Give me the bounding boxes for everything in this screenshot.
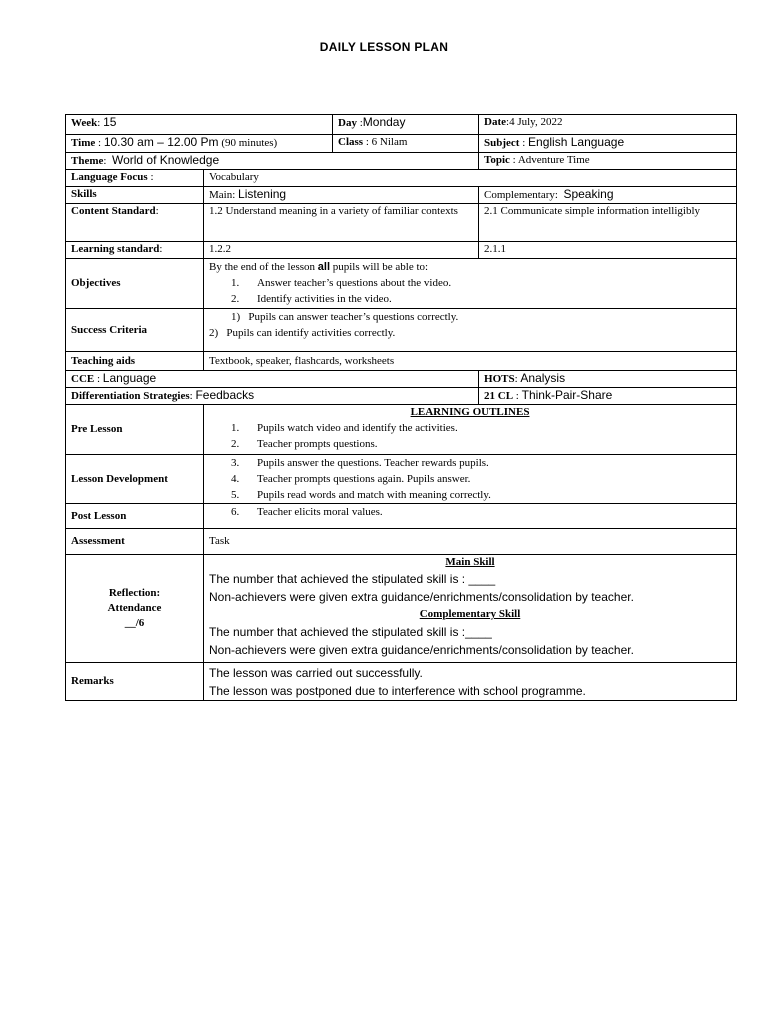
assessment-value: Task — [204, 529, 737, 555]
outline-item: 5. Pupils read words and match with meaning correctly. — [231, 489, 491, 501]
outline-item: 1. Pupils watch video and identify the activities. — [231, 422, 458, 434]
success-criteria-content — [204, 309, 737, 352]
success-criteria-label: Success Criteria — [66, 309, 204, 352]
post-lesson-label: Post Lesson — [66, 504, 204, 529]
row-reflection — [66, 555, 737, 663]
teaching-aids-value: Textbook, speaker, flashcards, worksheets — [204, 352, 737, 371]
day-cell: Day :Monday — [333, 115, 479, 135]
class-cell: Class : 6 Nilam — [333, 135, 479, 153]
cl21-cell: 21 CL : Think-Pair-Share — [479, 388, 737, 405]
skills-main: Main: Listening — [204, 187, 479, 204]
pre-lesson-label: Pre Lesson — [66, 405, 204, 455]
main-skill-heading: Main Skill — [445, 556, 495, 568]
attendance-label: Attendance — [107, 602, 162, 614]
remarks-line1: The lesson was carried out successfully. — [209, 665, 423, 680]
success-item: 2) Pupils can identify activities correctly. — [209, 327, 396, 339]
page-title: DAILY LESSON PLAN — [319, 40, 449, 54]
objectives-content: By the end of the lesson all pupils will be able to: 1. Answer teacher’s questions about the video. 2. Identify activities in the video. — [204, 259, 737, 309]
row-content-standard — [66, 204, 737, 242]
row-theme-topic — [66, 153, 737, 170]
outline-item: 3. Pupils answer the questions. Teacher rewards pupils. — [231, 457, 489, 469]
outline-item: 6. Teacher elicits moral values. — [231, 506, 383, 518]
lesson-plan-table — [65, 114, 737, 701]
objective-item: 2. Identify activities in the video. — [231, 293, 392, 305]
week-cell: Week: 15 — [66, 115, 333, 135]
row-cce-hots — [66, 371, 737, 388]
theme-value: World of Knowledge — [111, 153, 220, 167]
main-skill-line1: The number that achieved the stipulated skill is : ____ — [209, 572, 496, 586]
remarks-label: Remarks — [66, 663, 204, 701]
assessment-label: Assessment — [66, 529, 204, 555]
theme-cell: Theme: World of Knowledge — [66, 153, 479, 170]
row-week-day-date — [66, 115, 737, 135]
objectives-label: Objectives — [66, 259, 204, 309]
skills-comp-value: Speaking — [563, 187, 614, 201]
main-skill-line2: Non-achievers were given extra guidance/enrichments/consolidation by teacher. — [209, 590, 634, 604]
time-note: (90 minutes) — [221, 137, 278, 149]
language-focus-label: Language Focus : — [66, 170, 204, 187]
row-learning-standard — [66, 242, 737, 259]
outline-item: 4. Teacher prompts questions again. Pupils answer. — [231, 473, 471, 485]
row-teaching-aids — [66, 352, 737, 371]
week-value: 15 — [103, 115, 117, 129]
success-item: 1) Pupils can answer teacher’s questions correctly. — [231, 311, 459, 323]
subject-cell: Subject : English Language — [479, 135, 737, 153]
differentiation-value: Feedbacks — [195, 388, 255, 402]
content-standard-comp: 2.1 Communicate simple information intelligibly — [479, 204, 737, 242]
row-success-criteria — [66, 309, 737, 352]
outline-item: 2. Teacher prompts questions. — [231, 438, 378, 450]
comp-skill-line1: The number that achieved the stipulated skill is :____ — [209, 625, 492, 639]
cce-value: Language — [102, 371, 157, 385]
differentiation-cell: Differentiation Strategies: Feedbacks — [66, 388, 479, 405]
row-differentiation — [66, 388, 737, 405]
hots-cell: HOTS: Analysis — [479, 371, 737, 388]
subject-value: English Language — [528, 135, 625, 149]
learning-standard-main: 1.2.2 — [204, 242, 479, 259]
teaching-aids-label: Teaching aids — [66, 352, 204, 371]
cce-cell: CCE : Language — [66, 371, 479, 388]
topic-cell: Topic : Adventure Time — [479, 153, 737, 170]
complementary-skill-heading: Complementary Skill — [419, 608, 521, 620]
content-standard-label: Content Standard: — [66, 204, 204, 242]
reflection-label-cell — [66, 555, 204, 663]
date-value: 4 July, 2022 — [509, 116, 563, 128]
reflection-content — [204, 555, 737, 663]
learning-standard-label: Learning standard: — [66, 242, 204, 259]
content-standard-main: 1.2 Understand meaning in a variety of familiar contexts — [204, 204, 479, 242]
day-value: Monday — [362, 115, 406, 129]
skills-main-value: Listening — [238, 187, 287, 201]
remarks-content — [204, 663, 737, 701]
reflection-label: Reflection: — [108, 587, 161, 599]
lesson-development-content — [204, 455, 737, 504]
comp-skill-line2: Non-achievers were given extra guidance/enrichments/consolidation by teacher. — [209, 643, 634, 657]
row-language-focus — [66, 170, 737, 187]
skills-label: Skills — [66, 187, 204, 204]
post-lesson-content — [204, 504, 737, 529]
row-pre-lesson — [66, 405, 737, 455]
row-time-class-subject — [66, 135, 737, 153]
language-focus-value: Vocabulary — [204, 170, 737, 187]
class-value: 6 Nilam — [371, 136, 408, 148]
row-remarks — [66, 663, 737, 701]
skills-comp: Complementary: Speaking — [479, 187, 737, 204]
time-cell: Time : 10.30 am – 12.00 Pm (90 minutes) — [66, 135, 333, 153]
pre-lesson-content — [204, 405, 737, 455]
hots-value: Analysis — [520, 371, 566, 385]
learning-standard-comp: 2.1.1 — [479, 242, 737, 259]
attendance-value: __/6 — [124, 617, 145, 629]
remarks-line2: The lesson was postponed due to interference with school programme. — [209, 683, 586, 698]
row-objectives — [66, 259, 737, 309]
row-assessment — [66, 529, 737, 555]
lesson-development-label: Lesson Development — [66, 455, 204, 504]
time-value: 10.30 am – 12.00 Pm — [103, 135, 219, 149]
learning-outlines-heading: LEARNING OUTLINES — [410, 406, 530, 418]
objective-item: 1. Answer teacher’s questions about the video. — [231, 277, 452, 289]
date-cell: Date:4 July, 2022 — [479, 115, 737, 135]
row-lesson-development — [66, 455, 737, 504]
objectives-emphasis: all — [317, 261, 330, 273]
cl21-value: Think-Pair-Share — [521, 388, 613, 402]
row-skills — [66, 187, 737, 204]
row-post-lesson — [66, 504, 737, 529]
topic-value: Adventure Time — [517, 154, 590, 166]
